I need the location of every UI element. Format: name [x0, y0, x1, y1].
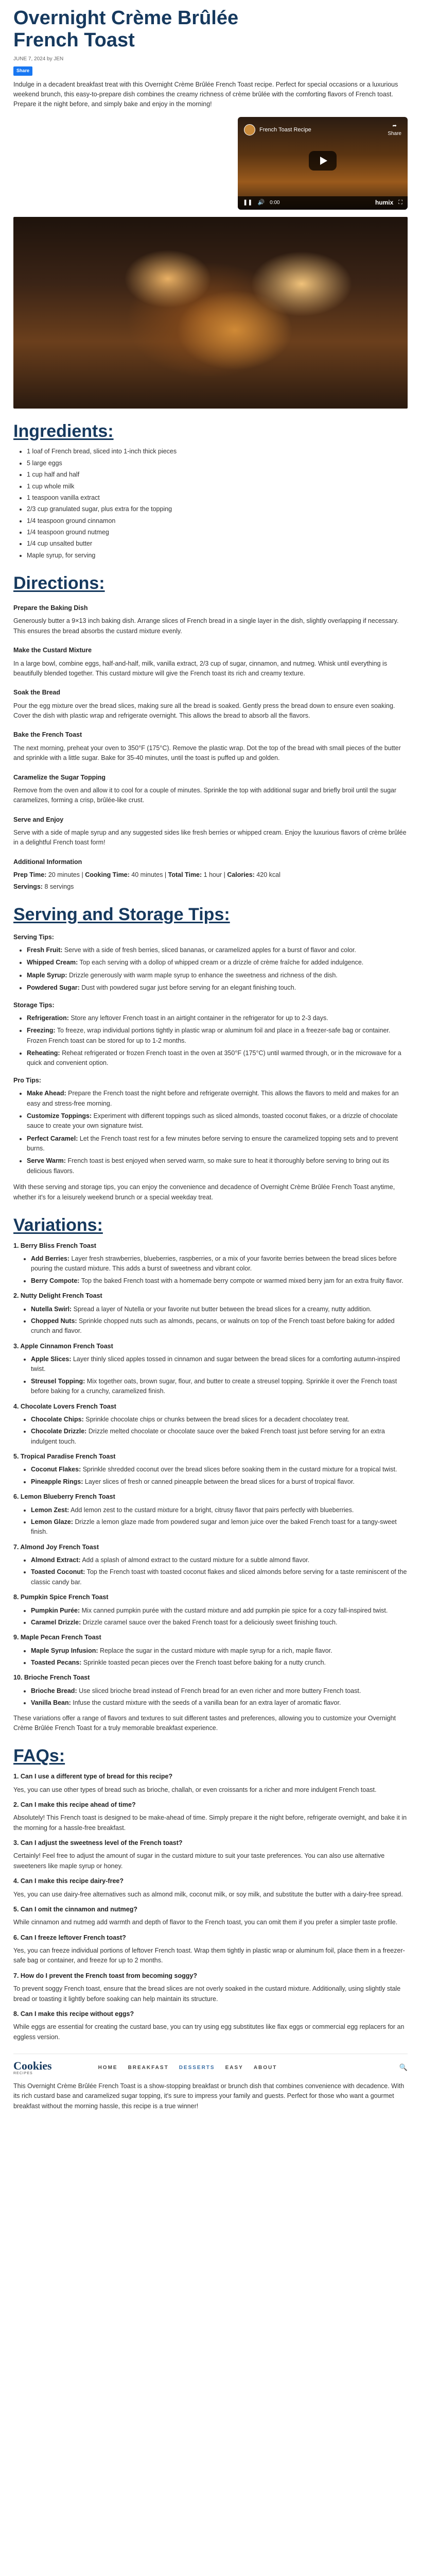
variation-heading: 4. Chocolate Lovers French Toast — [13, 1402, 116, 1410]
serving-tip-item: • Powdered Sugar: Dust with powdered sugar just before serving for an elegant finishing touch. — [27, 983, 408, 993]
serving-closing: With these serving and storage tips, you can enjoy the convenience and decadence of Overnight Crème Brûlée French Toast anytime, whether it's for a leisurely weekend brunch or a special weekday treat. — [13, 1183, 395, 1201]
fullscreen-icon[interactable]: ⛶ — [398, 199, 402, 206]
variation-heading: 10. Brioche French Toast — [13, 1674, 90, 1682]
faq-answer: Absolutely! This French toast is designed to be make-ahead of time. Simply prepare it the night before, refrigerate overnight, and bake it in the morning for a hassle-free breakfast. — [13, 1814, 407, 1832]
variation-details — [13, 1555, 408, 1587]
faq-answer: While cinnamon and nutmeg add warmth and depth of flavor to the French toast, you can omit them if you prefer a simpler taste profile. — [13, 1919, 398, 1926]
pro-tip-item: • Customize Toppings: Experiment with different toppings such as sliced almonds, toasted coconut flakes, or a drizzle of chocolate sauce to create your own signature twist. — [27, 1111, 408, 1131]
faq-answer: To prevent soggy French toast, ensure that the bread slices are not overly soaked in the custard mixture. Additionally, using slightly stale bread or toasting it lightly before soaking can help maintain its structure. — [13, 1985, 401, 2003]
direction-step-text: Serve with a side of maple syrup and any suggested sides like fresh berries or whipped cream. Enjoy the luxurious flavors of crème brûlée in a delightful French toast form! — [13, 829, 407, 846]
pro-tips-heading: Pro Tips: — [13, 1076, 41, 1084]
variation-detail: • Chopped Nuts: Sprinkle chopped nuts such as almonds, pecans, or walnuts on top of the French toast before baking for added crunch and flavor. — [31, 1316, 408, 1336]
variation-item — [13, 1492, 408, 1537]
variation-item — [13, 1452, 408, 1487]
pro-tip-item: • Make Ahead: Prepare the French toast the night before and refrigerate overnight. This allows the flavors to meld and makes for an easy and stress-free morning. — [27, 1089, 408, 1109]
serving-tips-heading: Serving Tips: — [13, 933, 54, 941]
direction-step-heading: Caramelize the Sugar Topping — [13, 773, 106, 781]
intro-paragraph: Indulge in a decadent breakfast treat with this Overnight Crème Brûlée French Toast recipe. Perfect for special occasions or a luxurious weekend brunch, this easy-to-prepare dish combines the creamy richness of crème brûlée with the comforting flavors of French toast. Prepare it the night before, and simply bake and enjoy in the morning! — [13, 80, 398, 108]
storage-tip-item: • Freezing: To freeze, wrap individual portions tightly in plastic wrap or aluminum foil and place in a freezer-safe bag or container. Frozen French toast can be stored for up to 1-2 months. — [27, 1026, 408, 1046]
variation-details — [13, 1505, 408, 1537]
faq-question: 6. Can I freeze leftover French toast? — [13, 1934, 126, 1941]
direction-step-heading: Make the Custard Mixture — [13, 647, 92, 654]
direction-step-text: Remove from the oven and allow it to cool for a couple of minutes. Sprinkle the top with additional sugar and briefly broil until the sugar caramelizes, forming a crisp, brûlée-like crust. — [13, 786, 397, 804]
video-container — [13, 117, 408, 210]
serving-heading: Serving and Storage Tips: — [13, 904, 230, 924]
variation-detail: • Coconut Flakes: Sprinkle shredded coconut over the bread slices before soaking them in the custard mixture for a tropical twist. — [31, 1465, 408, 1475]
variation-detail: • Chocolate Chips: Sprinkle chocolate chips or chunks between the bread slices for a decadent chocolatey treat. — [31, 1415, 408, 1425]
direction-step-text: The next morning, preheat your oven to 350°F (175°C). Remove the plastic wrap. Dot the top of the bread with small pieces of the butter and sprinkle with a little sugar. Bake for 35-40 minutes, until the toast is puffed up and golden. — [13, 744, 401, 762]
ingredient-item: • 1 cup half and half — [27, 470, 408, 480]
variation-details — [13, 1354, 408, 1397]
storage-tip-item: • Refrigeration: Store any leftover French toast in an airtight container in the refrigerator for up to 2-3 days. — [27, 1013, 408, 1023]
direction-step-heading: Prepare the Baking Dish — [13, 604, 88, 612]
directions-list — [13, 603, 408, 848]
share-arrow-icon: ➦ — [392, 123, 397, 129]
variation-details — [13, 1465, 408, 1487]
faq-question: 4. Can I make this recipe dairy-free? — [13, 1877, 124, 1885]
faq-item — [13, 1876, 408, 1900]
faq-question: 1. Can I use a different type of bread for this recipe? — [13, 1773, 173, 1781]
variation-details — [13, 1254, 408, 1286]
hero-image — [13, 217, 408, 409]
serving-tips-list — [13, 945, 408, 993]
variation-detail: • Berry Compote: Top the baked French toast with a homemade berry compote or warmed mixed berry jam for an extra fruity flavor. — [31, 1276, 408, 1286]
faq-item — [13, 1905, 408, 1928]
variation-heading: 2. Nutty Delight French Toast — [13, 1292, 102, 1300]
main-nav — [98, 2064, 277, 2072]
additional-info-heading: Additional Information — [13, 858, 82, 866]
variation-item — [13, 1633, 408, 1668]
ingredient-item: • 1/4 teaspoon ground cinnamon — [27, 516, 408, 526]
variations-closing: These variations offer a range of flavors and textures to suit different tastes and preferences, allowing you to customize your Overnight Crème Brûlée French Toast for a truly memorable breakfast experience. — [13, 1714, 396, 1732]
ingredient-item: • 5 large eggs — [27, 459, 408, 468]
variation-item — [13, 1291, 408, 1336]
volume-icon[interactable]: 🔊 — [257, 199, 265, 206]
video-share-label: Share — [388, 131, 401, 137]
pro-tip-item: • Perfect Caramel: Let the French toast rest for a few minutes before serving to ensure the caramelized topping sets and to prevent burns. — [27, 1134, 408, 1154]
video-time: 0:00 — [270, 199, 280, 206]
faq-answer: Certainly! Feel free to adjust the amount of sugar in the custard mixture to suit your taste preferences. You can also use alternative sweeteners like maple syrup or honey. — [13, 1852, 385, 1870]
video-controls — [238, 196, 408, 210]
faq-question: 7. How do I prevent the French toast from becoming soggy? — [13, 1972, 197, 1979]
video-brand-logo: humix — [375, 199, 394, 207]
ingredient-item: • 1/4 teaspoon ground nutmeg — [27, 528, 408, 537]
search-icon[interactable]: 🔍 — [399, 2063, 408, 2072]
variation-detail: • Pineapple Rings: Layer slices of fresh or canned pineapple between the bread slices for a burst of tropical flavor. — [31, 1477, 408, 1487]
ingredient-item: • 1 loaf of French bread, sliced into 1-inch thick pieces — [27, 447, 408, 456]
nav-item-home[interactable]: HOME — [98, 2064, 118, 2071]
variation-item — [13, 1402, 408, 1447]
faq-item — [13, 1838, 408, 1871]
play-icon[interactable] — [309, 151, 337, 171]
storage-tips-list — [13, 1013, 408, 1069]
serving-tip-item: • Whipped Cream: Top each serving with a dollop of whipped cream or a drizzle of crème fraîche for added indulgence. — [27, 958, 408, 968]
additional-info-times: Prep Time: 20 minutes | Cooking Time: 40 minutes | Total Time: 1 hour | Calories: 420 kcal — [13, 871, 280, 879]
nav-item-desserts[interactable]: DESSERTS — [179, 2064, 215, 2071]
variation-detail: • Maple Syrup Infusion: Replace the sugar in the custard mixture with maple syrup for a rich, maple flavor. — [31, 1646, 408, 1656]
nav-item-easy[interactable]: EASY — [225, 2064, 243, 2071]
video-player[interactable] — [238, 117, 408, 210]
variation-item — [13, 1673, 408, 1708]
faq-question: 3. Can I adjust the sweetness level of the French toast? — [13, 1839, 183, 1847]
serving-tip-item: • Maple Syrup: Drizzle generously with warm maple syrup to enhance the sweetness and richness of the dish. — [27, 971, 408, 980]
variation-details — [13, 1686, 408, 1708]
variation-item — [13, 1342, 408, 1397]
variation-detail: • Almond Extract: Add a splash of almond extract to the custard mixture for a subtle almond flavor. — [31, 1555, 408, 1565]
post-meta: JUNE 7, 2024 by JEN — [13, 56, 64, 62]
storage-tip-item: • Reheating: Reheat refrigerated or frozen French toast in the oven at 350°F (175°C) until warmed through, or in the microwave for a quick and convenient option. — [27, 1048, 408, 1069]
variations-list — [13, 1241, 408, 1708]
variation-detail: • Chocolate Drizzle: Drizzle melted chocolate or chocolate sauce over the baked French toast just before serving for an extra indulgent touch. — [31, 1427, 408, 1447]
variation-heading: 8. Pumpkin Spice French Toast — [13, 1594, 109, 1601]
ingredient-item: • 1/4 cup unsalted butter — [27, 539, 408, 549]
directions-heading: Directions: — [13, 573, 105, 594]
faq-answer: Yes, you can freeze individual portions of leftover French toast. Wrap them tightly in plastic wrap or aluminum foil, place them in a freezer-safe bag or container, and freeze for up to 2 months. — [13, 1947, 405, 1964]
faq-item — [13, 1971, 408, 2004]
variation-heading: 9. Maple Pecan French Toast — [13, 1634, 101, 1641]
footer-nav — [13, 2060, 408, 2075]
variation-detail: • Toasted Coconut: Top the French toast with toasted coconut flakes and sliced almonds before serving for a taste reminiscent of the classic candy bar. — [31, 1567, 408, 1587]
variation-detail: • Apple Slices: Layer thinly sliced apples tossed in cinnamon and sugar between the bread slices for a comforting autumn-inspired twist. — [31, 1354, 408, 1375]
variation-heading: 5. Tropical Paradise French Toast — [13, 1453, 116, 1461]
faq-question: 5. Can I omit the cinnamon and nutmeg? — [13, 1905, 137, 1913]
ingredient-item: • 1 cup whole milk — [27, 482, 408, 492]
pause-icon[interactable]: ❚❚ — [243, 199, 253, 206]
share-button[interactable]: Share — [13, 66, 32, 76]
faq-item — [13, 1933, 408, 1966]
site-logo[interactable]: Cookies RECIPES — [13, 2059, 52, 2076]
video-header — [244, 122, 401, 138]
variation-detail: • Lemon Zest: Add lemon zest to the custard mixture for a bright, citrusy flavor that pairs perfectly with blueberries. — [31, 1505, 408, 1515]
nav-item-about[interactable]: ABOUT — [253, 2064, 277, 2071]
variations-heading: Variations: — [13, 1215, 103, 1235]
variation-detail: • Pumpkin Purée: Mix canned pumpkin purée with the custard mixture and add pumpkin pie spice for a cozy fall-inspired twist. — [31, 1606, 408, 1616]
variation-detail: • Lemon Glaze: Drizzle a lemon glaze made from powdered sugar and lemon juice over the baked French toast for a tangy-sweet finish. — [31, 1517, 408, 1537]
variation-item — [13, 1543, 408, 1588]
variation-detail: • Nutella Swirl: Spread a layer of Nutella or your favorite nut butter between the bread slices for a creamy, nutty addition. — [31, 1304, 408, 1314]
direction-step-heading: Serve and Enjoy — [13, 816, 64, 823]
variation-heading: 1. Berry Bliss French Toast — [13, 1242, 96, 1249]
ingredient-item: • 2/3 cup granulated sugar, plus extra for the topping — [27, 504, 408, 514]
variation-heading: 7. Almond Joy French Toast — [13, 1543, 99, 1551]
faq-list — [13, 1772, 408, 2042]
direction-step-text: Generously butter a 9×13 inch baking dish. Arrange slices of French bread in a single layer in the dish, slightly overlapping if necessary. This ensures the bread absorbs the custard mixture evenly. — [13, 617, 399, 635]
faq-question: 2. Can I make this recipe ahead of time? — [13, 1801, 136, 1808]
video-channel-avatar — [244, 124, 255, 135]
faq-answer: Yes, you can use other types of bread such as brioche, challah, or even croissants for a richer and more indulgent French toast. — [13, 1786, 377, 1793]
video-share-button[interactable] — [388, 122, 401, 138]
variation-detail: • Vanilla Bean: Infuse the custard mixture with the seeds of a vanilla bean for an extra layer of aromatic flavor. — [31, 1698, 408, 1708]
video-title: French Toast Recipe — [259, 126, 311, 133]
variation-heading: 3. Apple Cinnamon French Toast — [13, 1342, 113, 1350]
variation-detail: • Add Berries: Layer fresh strawberries, blueberries, raspberries, or a mix of your favorite berries between the bread slices before pouring the custard mixture. This adds a burst of sweetness and vibrant color. — [31, 1254, 408, 1274]
serving-tip-item: • Fresh Fruit: Serve with a side of fresh berries, sliced bananas, or caramelized apples for a burst of flavor and color. — [27, 945, 408, 955]
pro-tips-list — [13, 1089, 408, 1176]
faqs-heading: FAQs: — [13, 1746, 65, 1766]
page-title: Overnight Crème Brûlée French Toast — [13, 7, 239, 51]
direction-step-heading: Bake the French Toast — [13, 731, 82, 739]
variation-heading: 6. Lemon Blueberry French Toast — [13, 1493, 115, 1501]
variation-detail: • Streusel Topping: Mix together oats, brown sugar, flour, and butter to create a streusel topping. Sprinkle it over the French toast before baking for a crunchy, caramelized finish. — [31, 1377, 408, 1397]
ingredient-item: • Maple syrup, for serving — [27, 551, 408, 561]
variation-details — [13, 1606, 408, 1628]
nav-item-breakfast[interactable]: BREAKFAST — [128, 2064, 169, 2071]
ingredients-list — [13, 447, 408, 561]
faq-question: 8. Can I make this recipe without eggs? — [13, 2010, 134, 2018]
variation-item — [13, 1592, 408, 1628]
variation-detail: • Toasted Pecans: Sprinkle toasted pecan pieces over the French toast before baking for a nutty crunch. — [31, 1658, 408, 1668]
variation-detail: • Brioche Bread: Use sliced brioche bread instead of French bread for an even richer and more buttery French toast. — [31, 1686, 408, 1696]
variation-details — [13, 1304, 408, 1336]
closing-paragraph: This Overnight Crème Brûlée French Toast is a show-stopping breakfast or brunch dish that combines convenience with decadence. With its rich custard base and caramelized sugar topping, it's sure to impress your family and guests. Perfect for those who want a gourmet breakfast without the morning hassle, this recipe is a true winner! — [13, 2082, 405, 2110]
direction-step-text: Pour the egg mixture over the bread slices, making sure all the bread is soaked. Gently press the bread down to ensure even soaking. Cover the dish with plastic wrap and refrigerate overnight. This allows the bread to absorb all the flavors. — [13, 702, 395, 719]
faq-item — [13, 1772, 408, 1795]
variation-details — [13, 1646, 408, 1668]
ingredient-item: • 1 teaspoon vanilla extract — [27, 493, 408, 503]
faq-answer: Yes, you can use dairy-free alternatives such as almond milk, coconut milk, or soy milk, and substitute the butter with a dairy-free spread. — [13, 1890, 403, 1898]
direction-step-heading: Soak the Bread — [13, 689, 61, 697]
variation-detail: • Caramel Drizzle: Drizzle caramel sauce over the baked French toast for a deliciously sweet finishing touch. — [31, 1618, 408, 1628]
site-footer — [13, 2054, 408, 2111]
direction-step-text: In a large bowl, combine eggs, half-and-half, milk, vanilla extract, 2/3 cup of sugar, cinnamon, and nutmeg. Whisk until everything is beautifully blended together. This custard mixture will give the French toast its rich and creamy texture. — [13, 659, 388, 677]
variation-details — [13, 1415, 408, 1447]
storage-tips-heading: Storage Tips: — [13, 1001, 55, 1009]
ingredients-heading: Ingredients: — [13, 421, 114, 441]
variation-item — [13, 1241, 408, 1286]
faq-item — [13, 1800, 408, 1833]
pro-tip-item: • Serve Warm: French toast is best enjoyed when served warm, so make sure to heat it thoroughly before serving to bring out its delicious flavors. — [27, 1156, 408, 1176]
faq-item — [13, 2009, 408, 2042]
faq-answer: While eggs are essential for creating the custard base, you can try using egg substitutes like flax eggs or commercial egg replacers for an eggless version. — [13, 2023, 405, 2041]
additional-info-servings: Servings: 8 servings — [13, 883, 74, 890]
